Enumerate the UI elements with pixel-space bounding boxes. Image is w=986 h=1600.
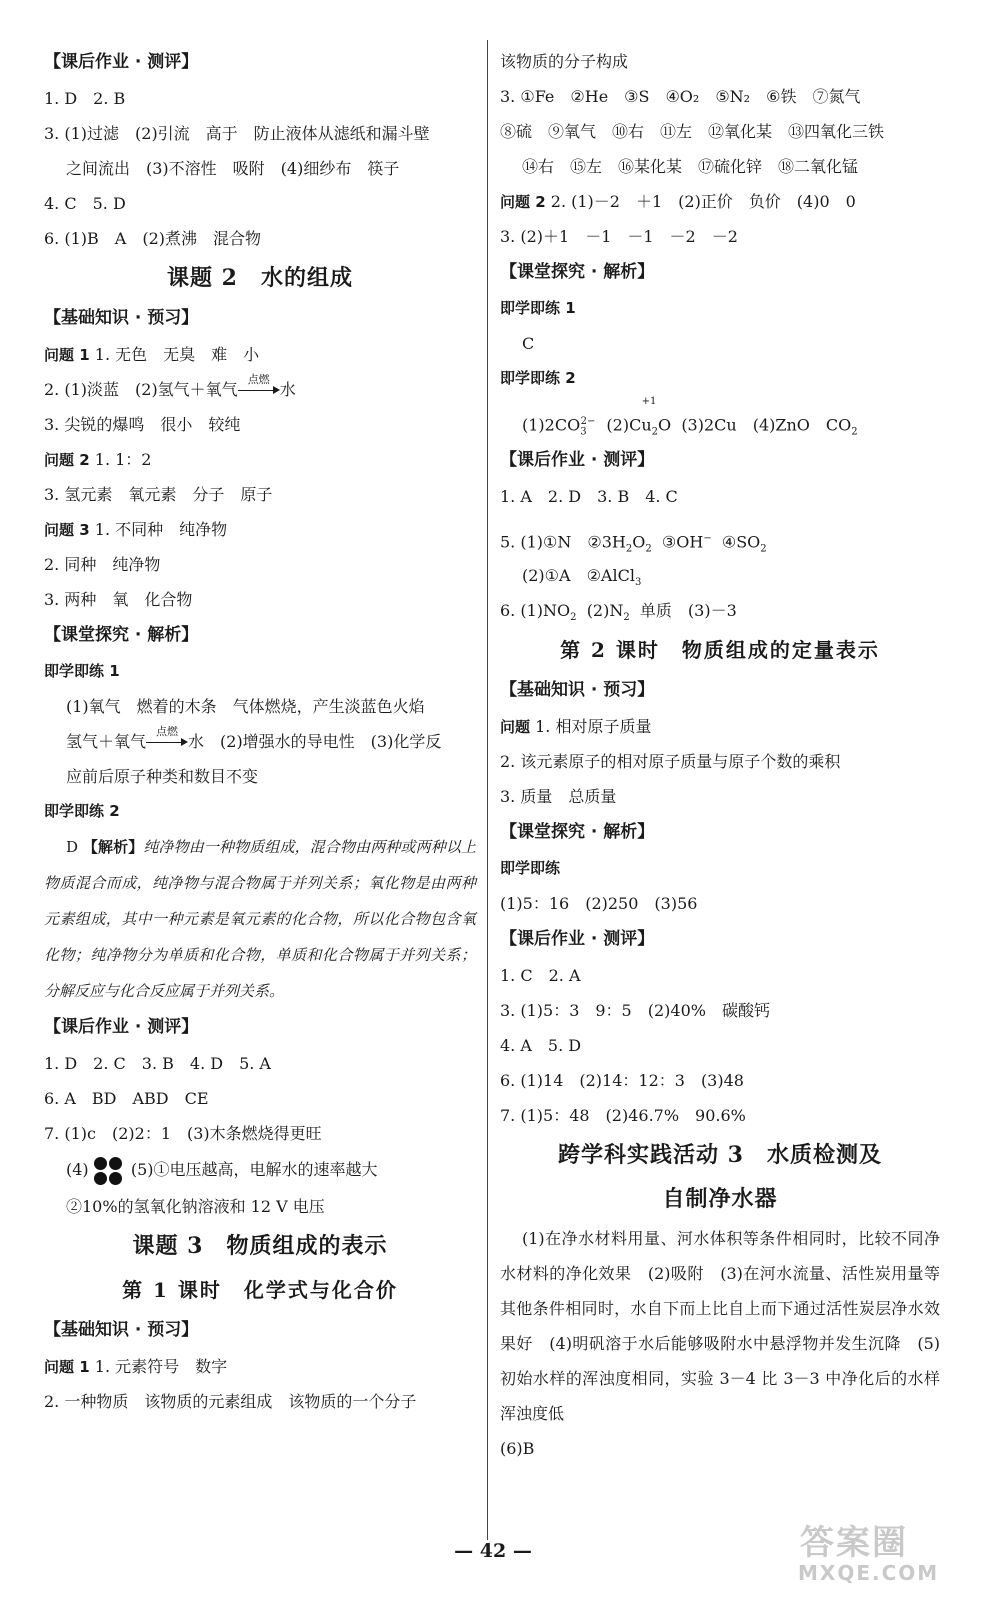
answer-line: $(1)2CO_3^{2-}$ (2)Cu +1 $_2$O (3)2Cu (4)ZnO $CO_2$ bbox=[522, 396, 858, 438]
answer-line bbox=[44, 1349, 476, 1384]
answer-line: (1)氧气 燃着的木条 气体燃烧，产生淡蓝色火焰 bbox=[66, 697, 425, 716]
answer-line: 4. C 5. D bbox=[44, 194, 126, 213]
section-heading: 【基础知识 · 预习】 bbox=[44, 308, 199, 328]
answer-line: 之间流出 (3)不溶性 吸附 (4)细纱布 筷子 bbox=[66, 159, 400, 178]
answer-line: 应前后原子种类和数目不变 bbox=[66, 767, 259, 786]
answer-line bbox=[500, 184, 940, 219]
answer-line: 7. (1)c (2)2：1 (3)木条燃烧得更旺 bbox=[44, 1124, 322, 1143]
answer-line: (6)B bbox=[500, 1439, 535, 1458]
lesson-subtitle: 第 1 课时 化学式与化合价 bbox=[122, 1278, 398, 1302]
answer-text: (2)N bbox=[586, 601, 624, 620]
answer-text: 1. 相对原子质量 bbox=[535, 717, 652, 736]
section-heading: 【课堂探究 · 解析】 bbox=[500, 822, 655, 842]
answer-line: 3. (2)＋1 －1 －1 －2 －2 bbox=[500, 227, 738, 246]
answer-text: 2. (1)淡蓝 (2)氢气＋氧气 bbox=[44, 380, 238, 399]
answer-text: 1. 无色 无臭 难 小 bbox=[94, 345, 260, 364]
answer-line: 3. 两种 氧 化合物 bbox=[44, 590, 193, 609]
answer-line: 1. C 2. A bbox=[500, 966, 581, 985]
question-label: 问题 2 bbox=[44, 451, 90, 469]
answer-line: 3. (1)过滤 (2)引流 高于 防止液体从滤纸和漏斗壁 bbox=[44, 124, 430, 143]
section-heading: 【课后作业 · 测评】 bbox=[500, 450, 655, 470]
right-column bbox=[500, 44, 940, 1466]
question-label: 问题 2 bbox=[500, 193, 546, 211]
answer-line: 3. (1)5：3 9：5 (2)40% 碳酸钙 bbox=[500, 1001, 770, 1020]
answer-line: 该物质的分子构成 bbox=[500, 52, 629, 71]
question-label: 问题 bbox=[500, 718, 531, 736]
answer-text: 5. (1)①N ②3H bbox=[500, 532, 626, 552]
answer-text: (3)2Cu (4)ZnO CO bbox=[681, 415, 852, 435]
answer-text: 2. (1)－2 ＋1 (2)正价 负价 (4)0 0 bbox=[550, 192, 856, 211]
answer-line: (2)①A ②AlCl$_3$ bbox=[522, 566, 642, 589]
answer-line: 2. 该元素原子的相对原子质量与原子个数的乘积 bbox=[500, 752, 841, 771]
explanation-text: 纯净物由一种物质组成，混合物由两种或两种以上物质混合而成，纯净物与混合物属于并列关系；氧化物是由两种元素组成，其中一种元素是氧元素的化合物，所以化合物包含氧化物；纯净物分为单质和化合物，单质和化合物属于并列关系；分解反应与化合反应属于并列关系。 bbox=[44, 838, 476, 1000]
answer-line bbox=[500, 709, 940, 744]
answer-line: ⑧硫 ⑨氧气 ⑩右 ⑪左 ⑫氧化某 ⑬四氧化三铁 bbox=[500, 122, 885, 141]
answer-text: 1. 元素符号 数字 bbox=[94, 1357, 228, 1376]
section-heading: 【课后作业 · 测评】 bbox=[44, 52, 199, 72]
answer-text: (5)①电压越高，电解水的速率越大 bbox=[130, 1160, 378, 1179]
answer-text: O bbox=[658, 415, 672, 435]
answer-line: 7. (1)5：48 (2)46.7% 90.6% bbox=[500, 1106, 746, 1125]
activity-title: 跨学科实践活动 3 水质检测及 bbox=[558, 1142, 882, 1168]
answer-line bbox=[44, 337, 476, 372]
practice-label: 即学即练 2 bbox=[500, 369, 576, 387]
section-heading: 【课堂探究 · 解析】 bbox=[500, 262, 655, 282]
activity-title: 自制净水器 bbox=[662, 1186, 778, 1212]
page-number: — 42 — bbox=[454, 1540, 532, 1562]
practice-label: 即学即练 2 bbox=[44, 802, 120, 820]
answer-line bbox=[44, 442, 476, 477]
answer-text: (2)Cu bbox=[606, 415, 652, 435]
answer-text: ③OH bbox=[661, 532, 704, 552]
answer-text: 水 bbox=[279, 380, 296, 399]
column-divider bbox=[487, 40, 488, 1540]
answer-line: 2. 一种物质 该物质的元素组成 该物质的一个分子 bbox=[44, 1392, 417, 1411]
explanation-tag: 【解析】 bbox=[82, 838, 144, 856]
answer-line: 5. (1)①N $②3H_2O_2$ ③OH− $④SO_2$ bbox=[500, 532, 767, 555]
answer-line: 2. 同种 纯净物 bbox=[44, 555, 161, 574]
watermark-url: MXQE.COM bbox=[798, 1561, 940, 1585]
answer-line: 6. (1)B A (2)煮沸 混合物 bbox=[44, 229, 261, 248]
watermark-text: 答案圈 bbox=[800, 1523, 908, 1563]
section-heading: 【课后作业 · 测评】 bbox=[44, 1017, 199, 1037]
practice-label: 即学即练 1 bbox=[44, 662, 120, 680]
answer-line: 4. A 5. D bbox=[500, 1036, 582, 1055]
activity-answer: (1)在净水材料用量、河水体积等条件相同时，比较不同净水材料的净化效果 (2)吸附 (3)在河水流量、活性炭用量等其他条件相同时，水自下而上比自上而下通过活性炭层净水效果好 (4)明矾溶于水后能够吸附水中悬浮物并发生沉降 (5)初始水样的浑浊度相同，实验 3－4 比 3－3 中净化后的水样浑浊度低 bbox=[500, 1229, 940, 1423]
answer-text: (4) bbox=[66, 1160, 89, 1179]
answer-line: 3. 尖锐的爆鸣 很小 较纯 bbox=[44, 415, 241, 434]
section-heading: 【基础知识 · 预习】 bbox=[44, 1320, 199, 1340]
practice-label: 即学即练 1 bbox=[500, 299, 576, 317]
lesson-subtitle: 第 2 课时 物质组成的定量表示 bbox=[560, 638, 880, 662]
answer-line: (1)5：16 (2)250 (3)56 bbox=[500, 894, 698, 913]
reaction-arrow bbox=[146, 725, 188, 749]
answer-line bbox=[44, 1151, 476, 1189]
answer-line: ⑭右 ⑮左 ⑯某化某 ⑰硫化锌 ⑱二氧化锰 bbox=[522, 157, 859, 176]
answer-text: 1. 不同种 纯净物 bbox=[94, 520, 228, 539]
answer-line: 6. (1)14 (2)14：12：3 (3)48 bbox=[500, 1071, 744, 1090]
section-heading: 【基础知识 · 预习】 bbox=[500, 680, 655, 700]
answer-text: (2)①A ②AlCl bbox=[522, 566, 635, 585]
question-label: 问题 1 bbox=[44, 346, 90, 364]
answer-text: 单质 (3)－3 bbox=[639, 601, 737, 620]
question-label: 问题 1 bbox=[44, 1358, 90, 1376]
watermark-logo bbox=[790, 1515, 970, 1587]
answer-line: C bbox=[522, 334, 535, 353]
answer-text: 水 (2)增强水的导电性 (3)化学反 bbox=[188, 732, 442, 751]
lesson-title: 课题 2 水的组成 bbox=[167, 265, 353, 291]
answer-text: 6. (1)NO bbox=[500, 601, 571, 620]
answer-text: ④SO bbox=[721, 532, 761, 552]
section-heading: 【课堂探究 · 解析】 bbox=[44, 625, 199, 645]
reaction-arrow bbox=[238, 373, 280, 397]
answer-line: 1. A 2. D 3. B 4. C bbox=[500, 487, 678, 506]
answer-line: 3. 质量 总质量 bbox=[500, 787, 617, 806]
answer-line bbox=[44, 724, 476, 759]
practice-label: 即学即练 bbox=[500, 859, 561, 877]
answer-line: 6. $(1)NO_2$ $(2)N_2$ 单质 (3)－3 bbox=[500, 601, 737, 624]
lesson-title: 课题 3 物质组成的表示 bbox=[132, 1233, 388, 1259]
left-column bbox=[44, 44, 476, 1419]
answer-line: 3. ①Fe ②He ③S ④O₂ ⑤N₂ ⑥铁 ⑦氮气 bbox=[500, 87, 861, 106]
section-heading: 【课后作业 · 测评】 bbox=[500, 929, 655, 949]
answer-text: (1)2CO bbox=[522, 415, 581, 435]
answer-line bbox=[44, 512, 476, 547]
explanation-paragraph bbox=[44, 829, 476, 1009]
answer-line: 1. D 2. B bbox=[44, 89, 126, 108]
answer-text: O bbox=[632, 532, 646, 552]
answer-text: 氢气＋氧气 bbox=[66, 732, 147, 751]
answer-choice: D bbox=[66, 838, 79, 856]
answer-line bbox=[44, 372, 476, 407]
valence-mark: +1 bbox=[641, 396, 657, 408]
answer-line: 3. 氢元素 氧元素 分子 原子 bbox=[44, 485, 273, 504]
reaction-condition: 点燃 bbox=[247, 373, 270, 386]
molecule-icon bbox=[94, 1156, 126, 1186]
answer-line: 6. A BD ABD CE bbox=[44, 1089, 209, 1108]
reaction-condition: 点燃 bbox=[156, 725, 179, 738]
answer-text: 1. 1：2 bbox=[94, 450, 152, 469]
answer-line: ②10%的氢氧化钠溶液和 12 V 电压 bbox=[66, 1197, 325, 1216]
question-label: 问题 3 bbox=[44, 521, 90, 539]
answer-line: 1. D 2. C 3. B 4. D 5. A bbox=[44, 1054, 271, 1073]
